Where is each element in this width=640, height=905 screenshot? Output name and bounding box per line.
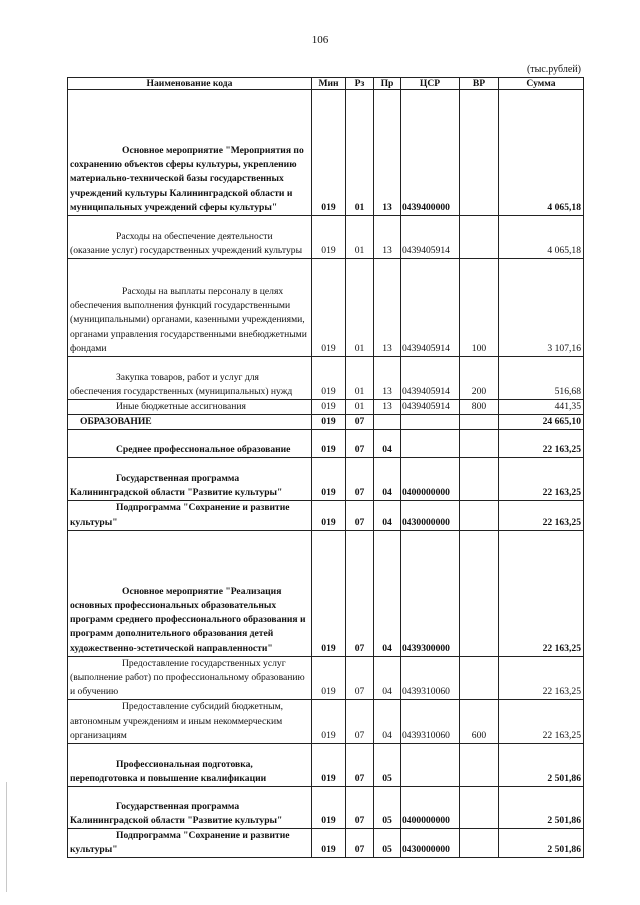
cell-vr [460,787,499,829]
cell-vr [460,744,499,787]
cell-min: 019 [312,829,346,858]
cell-vr: 600 [460,700,499,744]
cell-vr [460,90,499,216]
row-label: Предоставление государственных услуг (выполнение работ) по профессиональному образованию и обучению [70,657,305,698]
header-pr: Пр [374,78,401,90]
cell-csr: 0400000000 [401,787,460,829]
cell-vr [460,458,499,501]
cell-vr [460,829,499,858]
table-row [68,700,584,744]
cell-min: 019 [312,357,346,400]
cell-min: 019 [312,90,346,216]
table-row [68,829,584,858]
cell-vr: 200 [460,357,499,400]
table-row [68,787,584,829]
cell-name [68,744,312,787]
row-label: Подпрограмма "Сохранение и развитие культуры" [70,830,290,856]
cell-name [68,829,312,858]
cell-pr [374,415,401,430]
cell-pr: 05 [374,787,401,829]
cell-sum: 22 163,25 [499,501,584,530]
cell-csr: 0430000000 [401,501,460,530]
cell-rz: 07 [346,700,374,744]
cell-rz: 07 [346,430,374,458]
cell-pr: 04 [374,501,401,530]
cell-min: 019 [312,787,346,829]
table-row [68,656,584,700]
cell-name [68,259,312,357]
table-row [68,400,584,415]
row-label: Государственная программа Калининградской области "Развитие культуры" [70,473,283,499]
cell-pr: 13 [374,90,401,216]
cell-vr [460,415,499,430]
cell-min: 019 [312,656,346,700]
scan-mark [6,782,7,892]
cell-name [68,700,312,744]
cell-pr: 04 [374,700,401,744]
cell-rz: 01 [346,400,374,415]
cell-pr: 13 [374,216,401,259]
cell-vr: 800 [460,400,499,415]
cell-pr: 04 [374,656,401,700]
cell-csr: 0439405914 [401,216,460,259]
cell-csr [401,744,460,787]
table-row [68,259,584,357]
cell-name [68,216,312,259]
row-label: Государственная программа Калининградской области "Развитие культуры" [70,800,283,826]
cell-rz: 07 [346,787,374,829]
cell-sum: 24 665,10 [499,415,584,430]
cell-csr: 0439405914 [401,400,460,415]
table-row [68,415,584,430]
cell-pr: 05 [374,744,401,787]
row-label: Основное мероприятие "Реализация основных профессиональных образовательных программ среднего профессионального образования и программ дополнительного образования детей художественно-эстетической направленности" [70,585,306,654]
budget-table [67,77,584,858]
cell-min: 019 [312,501,346,530]
cell-pr: 04 [374,458,401,501]
cell-pr: 04 [374,430,401,458]
cell-sum: 4 065,18 [499,90,584,216]
cell-vr [460,530,499,656]
row-label: Предоставление субсидий бюджетным, автономным учреждениям и иным некоммерческим организациям [70,701,284,741]
cell-sum: 3 107,16 [499,259,584,357]
table-row [68,216,584,259]
cell-name [68,90,312,216]
cell-sum: 4 065,18 [499,216,584,259]
cell-csr [401,430,460,458]
cell-csr: 0400000000 [401,458,460,501]
cell-min: 019 [312,415,346,430]
cell-rz: 01 [346,259,374,357]
cell-sum: 22 163,25 [499,656,584,700]
cell-csr: 0430000000 [401,829,460,858]
cell-sum: 22 163,25 [499,458,584,501]
cell-rz: 07 [346,415,374,430]
cell-vr [460,430,499,458]
row-label: Расходы на выплаты персоналу в целях обеспечения выполнения функций государственными (муниципальными) органами, казенными учреждениями, органами управления государственными внебюджетными фондами [70,285,307,354]
page-number: 106 [311,34,329,46]
cell-min: 019 [312,458,346,501]
cell-pr: 13 [374,357,401,400]
table-row [68,430,584,458]
table-body [68,90,584,858]
cell-csr: 0439400000 [401,90,460,216]
cell-sum: 2 501,86 [499,787,584,829]
cell-rz: 01 [346,216,374,259]
cell-csr: 0439310060 [401,700,460,744]
cell-csr: 0439310060 [401,656,460,700]
cell-min: 019 [312,400,346,415]
cell-rz: 07 [346,656,374,700]
table-row [68,530,584,656]
cell-pr: 13 [374,259,401,357]
table-row [68,744,584,787]
table-row [68,90,584,216]
row-label: Основное мероприятие "Мероприятия по сохранению объектов сферы культуры, укреплению материально-технической базы государственных учреждений культуры Калининградской области и муниципальных учреждений сферы культуры" [70,144,304,213]
cell-name [68,656,312,700]
cell-name [68,530,312,656]
cell-pr: 04 [374,530,401,656]
cell-name [68,787,312,829]
cell-name [68,430,312,458]
cell-min: 019 [312,700,346,744]
cell-csr: 0439405914 [401,357,460,400]
header-csr: ЦСР [401,78,460,90]
cell-name [68,357,312,400]
table-row [68,501,584,530]
cell-sum: 2 501,86 [499,744,584,787]
cell-pr: 05 [374,829,401,858]
cell-min: 019 [312,259,346,357]
cell-name [68,400,312,415]
header-name: Наименование кода [68,78,312,90]
cell-rz: 07 [346,501,374,530]
cell-vr [460,656,499,700]
units-label: (тыс.рублей) [526,64,581,75]
cell-rz: 07 [346,829,374,858]
cell-name [68,458,312,501]
header-vr: ВР [460,78,499,90]
header-min: Мин [312,78,346,90]
cell-name [68,415,312,430]
table-header-row [68,78,584,90]
cell-min: 019 [312,744,346,787]
cell-csr: 0439300000 [401,530,460,656]
row-label: Иные бюджетные ассигнования [116,401,246,412]
cell-rz: 07 [346,744,374,787]
cell-name [68,501,312,530]
cell-csr [401,415,460,430]
cell-min: 019 [312,216,346,259]
cell-min: 019 [312,530,346,656]
cell-rz: 01 [346,90,374,216]
table-row [68,458,584,501]
row-label: ОБРАЗОВАНИЕ [80,416,152,428]
row-label: Среднее профессиональное образование [116,444,291,456]
row-label: Расходы на обеспечение деятельности (оказание услуг) государственных учреждений культуры [70,230,303,256]
cell-vr [460,501,499,530]
cell-sum: 22 163,25 [499,530,584,656]
header-sum: Сумма [499,78,584,90]
cell-sum: 516,68 [499,357,584,400]
cell-csr: 0439405914 [401,259,460,357]
cell-sum: 22 163,25 [499,700,584,744]
cell-vr [460,216,499,259]
table-row [68,357,584,400]
cell-sum: 22 163,25 [499,430,584,458]
cell-rz: 07 [346,530,374,656]
header-rz: Рз [346,78,374,90]
cell-sum: 2 501,86 [499,829,584,858]
cell-rz: 01 [346,357,374,400]
row-label: Закупка товаров, работ и услуг для обеспечения государственных (муниципальных) нужд [70,371,293,397]
row-label: Профессиональная подготовка, переподготовка и повышение квалификации [70,758,267,784]
cell-vr: 100 [460,259,499,357]
cell-pr: 13 [374,400,401,415]
cell-min: 019 [312,430,346,458]
row-label: Подпрограмма "Сохранение и развитие культуры" [70,502,290,528]
cell-rz: 07 [346,458,374,501]
cell-sum: 441,35 [499,400,584,415]
